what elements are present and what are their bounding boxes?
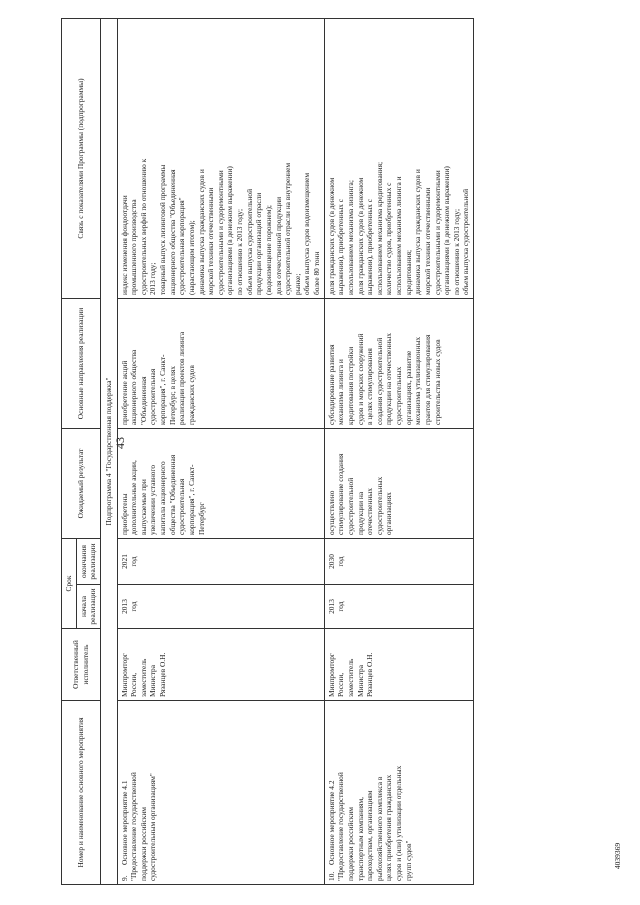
result-cell: приобретены дополнительные акции, выпускаемые при увеличении уставного капитала акционерного общества "Объединенная судостроительная корпорация", г. Санкт- Петербург (117, 428, 324, 538)
indicators-cell: индекс изменения фондоотдачи промышленного производства судостроительных верфей по отношению к 2013 году; товарный выпуск лизинговой программы акционерного общества "Объединенная судостроительная корпорация" (нарастающим итогом); динамика выпуска гражданских судов и морской техники отечественными судостроительными и судоремонтными организациями (в денежном выражении) по отношению к 2013 году; объем выпуска судостроительной продукции организаций отрасли (водоизмещение порожнем); доля отечественной продукции судостроительной отрасли на внутреннем рынке; объем выпуска судов водоизмещением более 80 тонн (117, 18, 324, 298)
end-cell: 2021 год (117, 538, 324, 584)
start-cell: 2013 год (324, 585, 473, 629)
rotated-table-container (61, 19, 561, 885)
directions-cell: субсидирование развития механизма лизинга и кредитования постройки судов и морских сооружений в целях стимулирования создания судостроительной продукции на отечественных судостроительных организациях, развитие механизма утилизационных грантов для стимулирования строительства новых судов (324, 298, 473, 428)
measure-name: Основное мероприятие 4.2 "Предоставление государственной поддержки российским транспортным компаниям, пароходствам, организациям рыбохозяйственного комплекса в целях приобретения гражданских судов и (или) утилизации отдельных групп судов" (326, 765, 413, 881)
header-result: Ожидаемый результат (62, 428, 101, 538)
subprogram-title: Подпрограмма 4 "Государственная поддержка" (100, 18, 117, 884)
end-cell: 2030 год (324, 538, 473, 584)
measure-name-cell (324, 701, 473, 885)
executor-cell: Минпромторг России, заместитель Министра Рязанцев О.Н. (117, 629, 324, 701)
measure-name-cell (117, 701, 324, 885)
header-directions: Основные направления реализации (62, 298, 101, 428)
header-executor: Ответственный исполнитель (62, 629, 101, 701)
header-row (62, 18, 77, 884)
header-indicators: Связь с показателями Программы (подпрограммы) (62, 18, 101, 298)
executor-cell: Минпромторг России, заместитель Министра Рязанцев О.Н. (324, 629, 473, 701)
row-number: 10. (326, 871, 336, 881)
directions-cell: приобретение акций акционерного общества "Объединенная судостроительная корпорация", г. Санкт- Петербург, в целях реализации проектов лизинга гражданских судов (117, 298, 324, 428)
start-cell: 2013 год (117, 585, 324, 629)
measures-table (61, 18, 474, 885)
indicators-cell: доля гражданских судов (в денежном выражении), приобретенных с использованием механизма лизинга; доля гражданских судов (в денежном выражении), приобретенных с использованием механизма кредитования; количество судов, приобретенных с использованием механизма лизинга и кредитования; динамика выпуска гражданских судов и морской техники отечественными судостроительными и судоремонтными организациями (в денежном выражении) по отношению к 2013 году; объем выпуска судостроительной (324, 18, 473, 298)
header-term: Срок (62, 538, 77, 628)
document-id: 4039369 (613, 842, 622, 870)
header-end: окончания реализации (76, 538, 100, 584)
row-number: 9. (119, 875, 129, 881)
table-row (117, 18, 324, 884)
header-start: начала реализации (76, 585, 100, 629)
header-name: Номер и наименование основного мероприятия (62, 701, 101, 885)
subprogram-row (100, 18, 117, 884)
result-cell: осуществлено стимулирование создания судостроительной продукции на отечественных судостроительных организациях (324, 428, 473, 538)
measure-name: Основное мероприятие 4.1 "Предоставление государственной поддержки российским судостроительным организациям" (119, 772, 158, 881)
table-row (324, 18, 473, 884)
page-number: 43 (113, 437, 127, 449)
